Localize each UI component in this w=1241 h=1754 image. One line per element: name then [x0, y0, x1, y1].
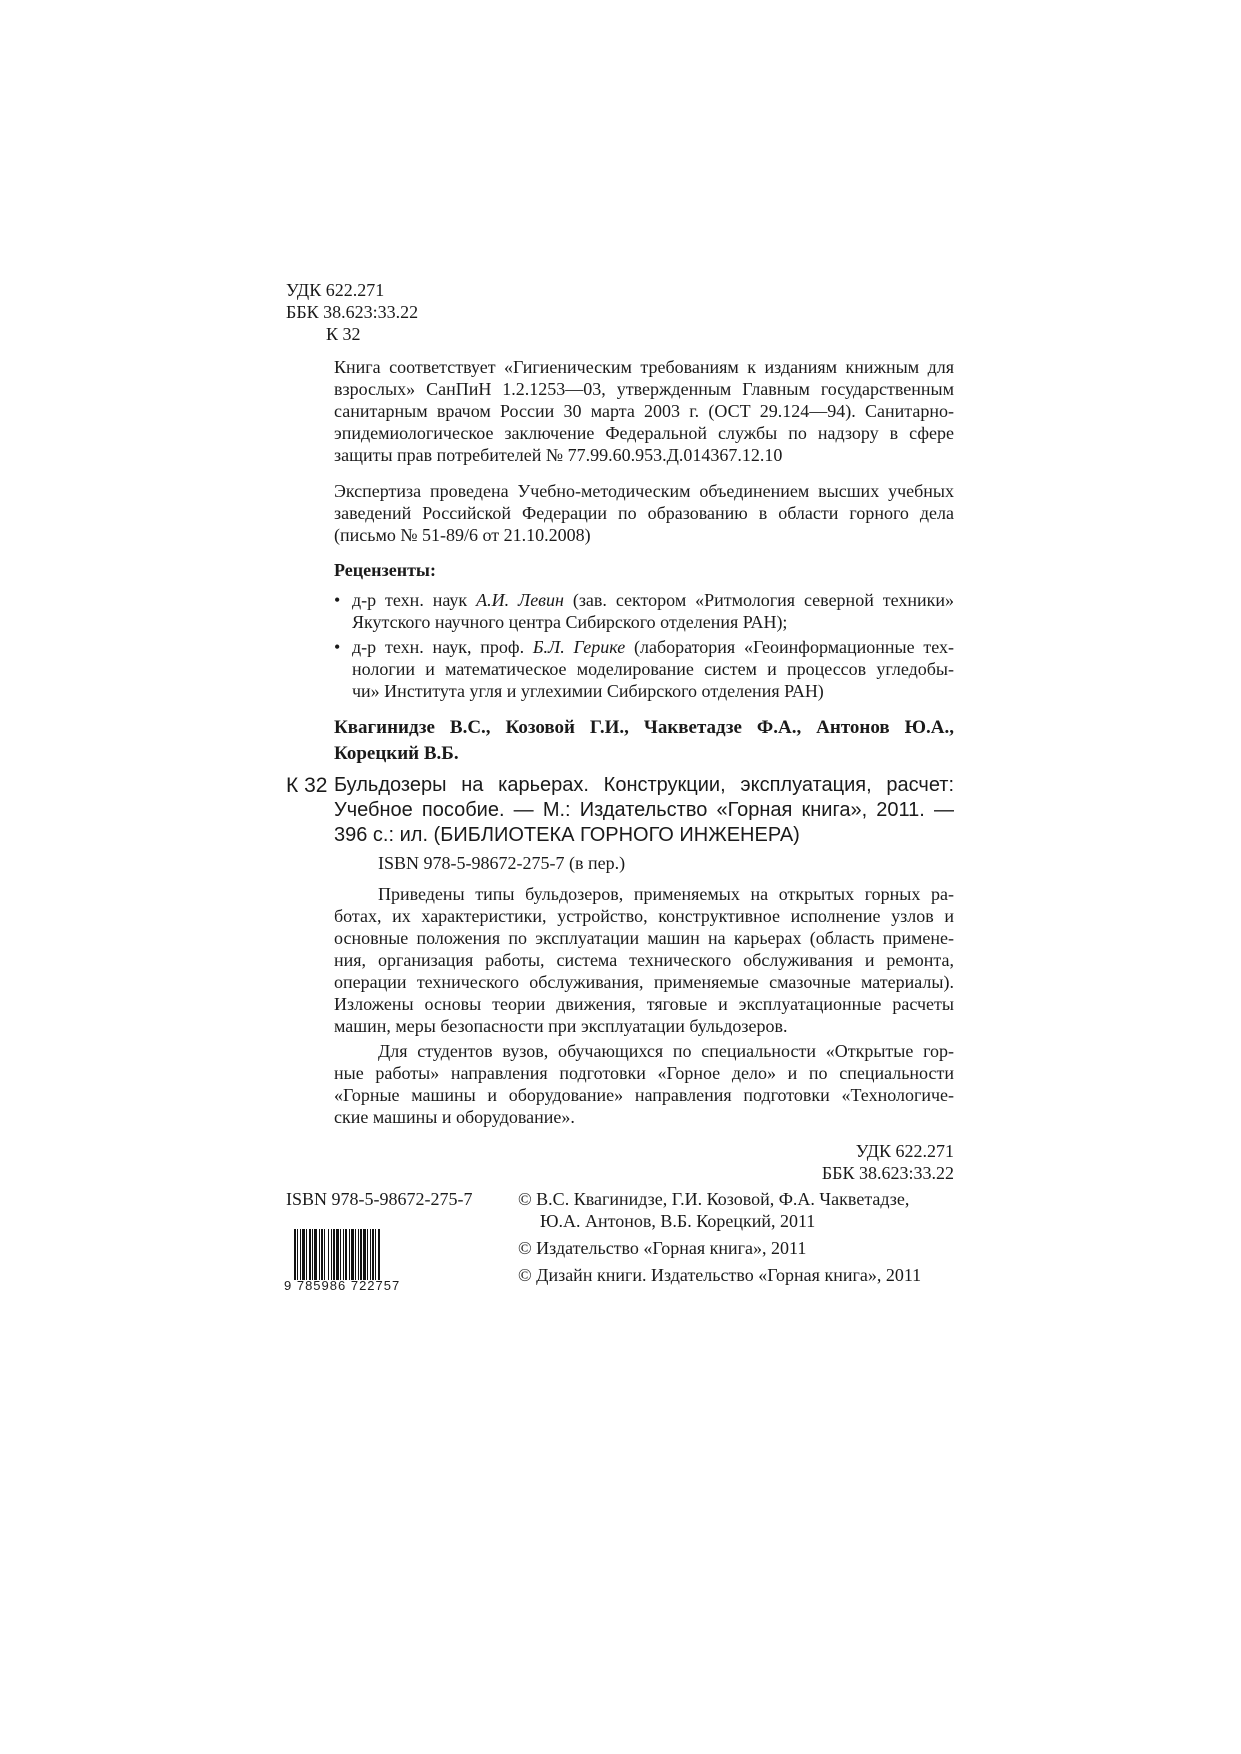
- barcode-bar: [319, 1229, 320, 1280]
- expertise-line: Экспертиза проведена Учебно-методическим объединением высших учебных: [334, 481, 954, 501]
- book-isbn: ISBN 978-5-98672-275-7 (в пер.): [378, 853, 626, 873]
- reviewer-1-affiliation: (зав. сектором «Ритмология северной техники»: [563, 590, 954, 610]
- reviewer-1: [352, 589, 954, 611]
- barcode-bar: [355, 1229, 356, 1280]
- barcode-bar: [333, 1229, 335, 1280]
- copyright-authors-line2: Ю.А. Антонов, В.Б. Корецкий, 2011: [540, 1211, 816, 1231]
- annotation-line: Для студентов вузов, обучающихся по специальности «Открытые гор-: [378, 1041, 954, 1061]
- book-title-line: Учебное пособие. — М.: Издательство «Горная книга», 2011. —: [334, 799, 954, 821]
- annotation-line: машин, меры безопасности при эксплуатации бульдозеров.: [334, 1016, 788, 1036]
- bullet-icon: •: [334, 590, 341, 610]
- copyright-publisher: © Издательство «Горная книга», 2011: [518, 1238, 807, 1258]
- barcode-bar: [363, 1229, 366, 1280]
- barcode-bar: [302, 1229, 305, 1280]
- barcode-bar: [349, 1229, 350, 1280]
- barcode-bar: [312, 1229, 313, 1280]
- annotation-line: ния, организация работы, система технического обслуживания и ремонта,: [334, 950, 954, 970]
- hygiene-line: защиты прав потребителей № 77.99.60.953.Д.014367.12.10: [334, 445, 783, 465]
- annotation-line: основные положения по эксплуатации машин на карьерах (область примене-: [334, 928, 954, 948]
- hygiene-line: взрослых» СанПиН 1.2.1253—03, утвержденным Главным государственным: [334, 379, 954, 399]
- barcode: [292, 1229, 452, 1280]
- barcode-bar: [372, 1229, 374, 1280]
- barcode-bar: [314, 1229, 317, 1280]
- author-mark-code: К 32: [326, 324, 361, 344]
- annotation-line: ботах, их характеристики, устройство, конструктивное исполнение узлов и: [334, 906, 954, 926]
- barcode-digits: 9 785986 722757: [284, 1278, 401, 1293]
- barcode-bar: [300, 1229, 301, 1280]
- reviewer-1-name: А.И. Левин: [476, 590, 564, 610]
- udk-code: УДК 622.271: [286, 280, 385, 300]
- reviewer-1-title: д-р техн. наук: [352, 590, 477, 610]
- barcode-bar: [358, 1229, 359, 1280]
- barcode-bar: [309, 1229, 311, 1280]
- annotation-line: ские машины и оборудование».: [334, 1107, 575, 1127]
- reviewer-2-line3: чи» Института угля и углехимии Сибирского отделения РАН): [352, 681, 824, 701]
- book-title-line: Бульдозеры на карьерах. Конструкции, эксплуатация, расчет:: [334, 774, 954, 796]
- isbn-number: ISBN 978-5-98672-275-7: [286, 1189, 473, 1209]
- annotation-line: «Горные машины и оборудование» направления подготовки «Технологиче-: [334, 1085, 954, 1105]
- barcode-bar: [321, 1229, 323, 1280]
- authors-line: Корецкий В.Б.: [334, 743, 459, 764]
- hygiene-line: Книга соответствует «Гигиеническим требованиям к изданиям книжным для: [334, 357, 954, 377]
- barcode-bar: [345, 1229, 347, 1280]
- footer-udk-code: УДК 622.271: [855, 1141, 954, 1161]
- expertise-line: заведений Российской Федерации по образованию в области горного дела: [334, 503, 954, 523]
- annotation-line: операции технического обслуживания, применяемые смазочные материалы).: [334, 972, 954, 992]
- reviewer-2-line2: нологии и математическое моделирование систем и процессов угледобы-: [352, 659, 954, 679]
- reviewers-heading: Рецензенты:: [334, 560, 436, 580]
- barcode-bar: [328, 1229, 329, 1280]
- hygiene-line: санитарным врачом России 30 марта 2003 г. (ОСТ 29.124—94). Санитарно-: [334, 401, 954, 421]
- annotation-line: Приведены типы бульдозеров, применяемых на открытых горных ра-: [378, 884, 954, 904]
- barcode-bar: [294, 1229, 296, 1280]
- reviewer-2-affiliation: (лаборатория «Геоинформационные тех-: [625, 637, 954, 657]
- bbk-code: ББК 38.623:33.22: [286, 302, 419, 322]
- reviewer-2: [352, 636, 954, 658]
- barcode-bar: [340, 1229, 341, 1280]
- barcode-bar: [324, 1229, 325, 1280]
- authors-line: Квагинидзе В.С., Козовой Г.И., Чаквeтадзе Ф.А., Антонов Ю.А.,: [334, 717, 954, 738]
- barcode-bar: [378, 1229, 380, 1280]
- barcode-bar: [306, 1229, 307, 1280]
- barcode-bar: [370, 1229, 371, 1280]
- reviewer-2-name: Б.Л. Герике: [532, 637, 626, 657]
- barcode-bar: [331, 1229, 332, 1280]
- barcode-bar: [375, 1229, 376, 1280]
- barcode-bar: [343, 1229, 344, 1280]
- reviewer-1-line2: Якутского научного центра Сибирского отделения РАН);: [352, 612, 788, 632]
- copyright-authors: © В.С. Квагинидзе, Г.И. Козовой, Ф.А. Чаквeтадзе,: [518, 1189, 910, 1209]
- barcode-bar: [297, 1229, 298, 1280]
- footer-bbk-code: ББК 38.623:33.22: [821, 1163, 954, 1183]
- barcode-bar: [367, 1229, 368, 1280]
- annotation-line: ные работы» направления подготовки «Горное дело» и по специальности: [334, 1063, 954, 1083]
- barcode-bar: [351, 1229, 354, 1280]
- copyright-design: © Дизайн книги. Издательство «Горная книга», 2011: [518, 1265, 922, 1285]
- book-title-line: 396 с.: ил. (БИБЛИОТЕКА ГОРНОГО ИНЖЕНЕРА): [334, 824, 800, 846]
- annotation-line: Изложены основы теории движения, тяговые и эксплуатационные расчеты: [334, 994, 954, 1014]
- expertise-line: (письмо № 51-89/6 от 21.10.2008): [334, 525, 591, 545]
- bullet-icon: •: [334, 637, 341, 657]
- barcode-bar: [360, 1229, 362, 1280]
- barcode-bar: [336, 1229, 339, 1280]
- book-author-mark: К 32: [286, 774, 328, 797]
- hygiene-line: эпидемиологическое заключение Федеральной службы по надзору в сфере: [334, 423, 954, 443]
- reviewer-2-title: д-р техн. наук, проф.: [352, 637, 533, 657]
